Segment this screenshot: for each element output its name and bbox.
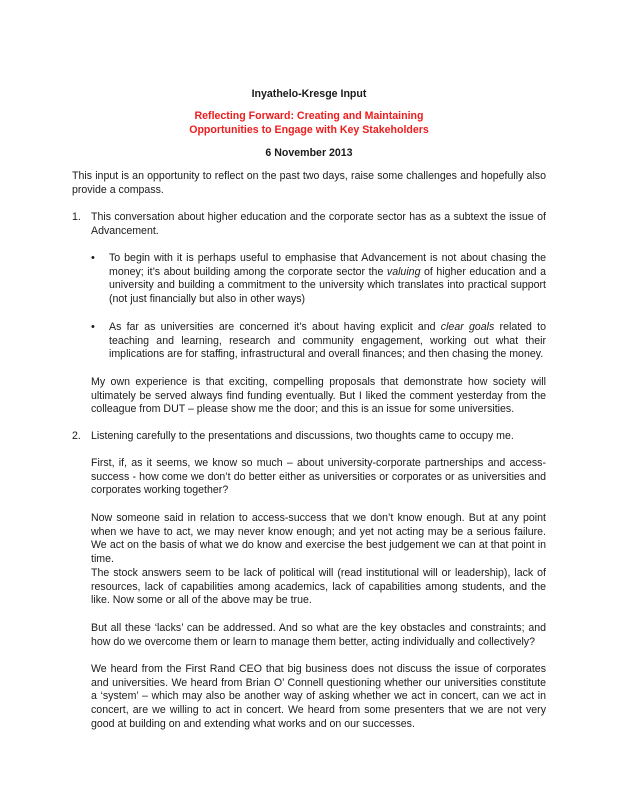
bullet-icon: • (91, 252, 95, 264)
document-date: 6 November 2013 (265, 147, 353, 159)
body-paragraph: The stock answers seem to be lack of political will (read institutional will or leadership), lack of resources, lack of capabilities among academics, lack of capabilities among students, and the like. Now some or all of the above may be true. (91, 567, 546, 607)
body-paragraph: But all these ‘lacks’ can be addressed. And so what are the key obstacles and constraints; and how do we overcome them or learn to manage them better, acting individually and collectively? (91, 622, 546, 648)
list-item-text: This conversation about higher education and the corporate sector has as a subtext the issue of Advancement. (91, 211, 546, 237)
followup-paragraph: My own experience is that exciting, compelling proposals that demonstrate how society will ultimately be served always find funding eventually. But I liked the comment yesterday from the colleague from DUT – please show me the door; and this is an issue for some universities. (91, 376, 546, 416)
bullet-text-part: As far as universities are concerned it’s about having explicit and (109, 321, 441, 333)
bullet-text-part: related to teaching and learning, research and community engagement, working out what their implications are for staffing, infrastructural and overall finances; and then chasing the money. (109, 321, 547, 361)
body-paragraph: We heard from the First Rand CEO that big business does not discuss the issue of corporates and universities. We heard from Brian O’ Connell questioning whether our universities constitute a ‘system’ – which may also be another way of asking whether we act in concert, can we act in concert, are we willing to act in concert. We heard from some presenters that we are not very good at building on and extending what works and on our successes. (91, 663, 546, 730)
document-header-title: Inyathelo-Kresge Input (251, 88, 367, 100)
bullet-emphasis: valuing (386, 265, 421, 278)
bullet-emphasis: clear goals (440, 321, 495, 333)
list-item-text: Listening carefully to the presentations and discussions, two thoughts came to occupy me. (91, 430, 514, 442)
subtitle-line: Reflecting Forward: Creating and Maintaining (194, 110, 424, 122)
document-subtitle (0, 110, 618, 137)
intro-paragraph: This input is an opportunity to reflect on the past two days, raise some challenges and hopefully also provide a compass. (72, 170, 546, 196)
bullet-icon: • (91, 321, 95, 333)
subtitle-line: Opportunities to Engage with Key Stakeholders (189, 123, 429, 136)
list-number: 2. (72, 430, 81, 442)
bullet-text-part: of higher education and a university and building a commitment to the university which translates into practical support (not just financially but also in other ways) (109, 265, 546, 306)
bullet-text (109, 252, 546, 307)
body-paragraph: Now someone said in relation to access-success that we don’t know enough. But at any point when we have to act, we may never know enough; and yet not acting may be a serious failure. We act on the basis of what we do know and exercise the best judgement we can at that point in time. (91, 512, 546, 566)
list-number: 1. (72, 211, 81, 223)
bullet-text (109, 321, 546, 362)
bullet-text-part: To begin with it is perhaps useful to emphasise that Advancement is not about chasing the money; it’s about building among the corporate sector the (109, 252, 546, 278)
body-paragraph: First, if, as it seems, we know so much – about university-corporate partnerships and access-success - how come we don’t do better either as universities or corporates or as universities and corporates working together? (91, 457, 546, 497)
